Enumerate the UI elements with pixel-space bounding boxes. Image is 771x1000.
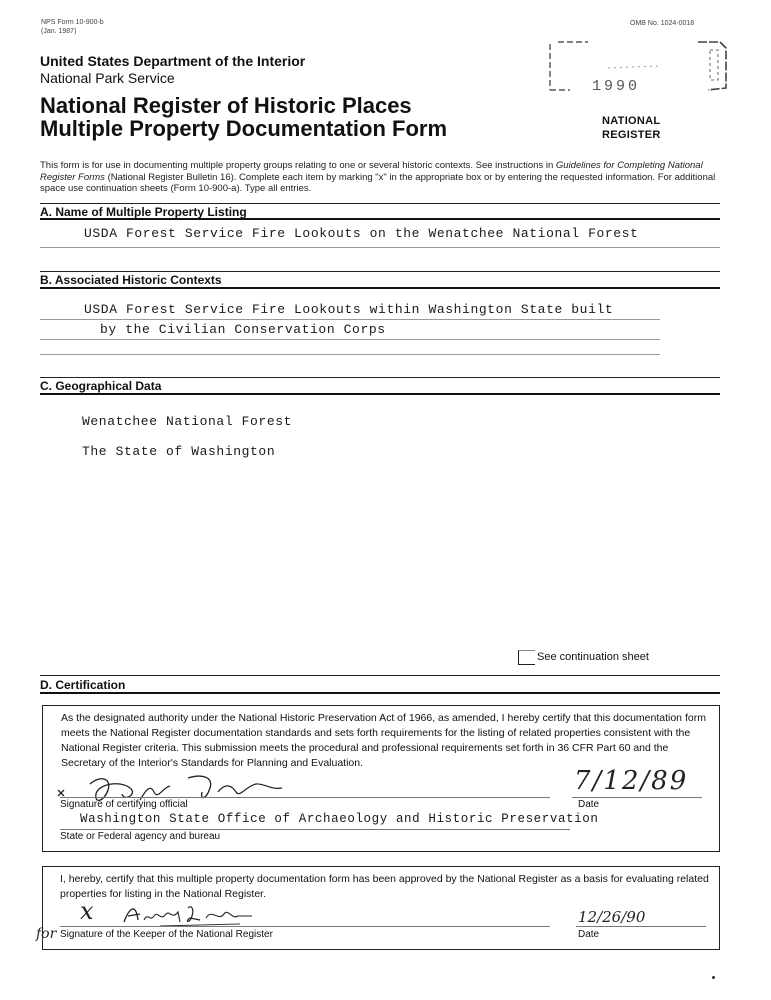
section-a-heading-rule [40,218,720,220]
section-d-heading-rule [40,692,720,694]
section-a-field-line [40,247,720,248]
form-date: (Jan. 1987) [41,28,77,35]
historic-context-line2: by the Civilian Conservation Corps [100,322,386,337]
agency-line [60,829,570,830]
section-c-top-rule [40,377,720,378]
historic-context-line1: USDA Forest Service Fire Lookouts within Washington State built [84,302,614,317]
section-b-field-line3 [40,354,660,355]
section-a-heading: A. Name of Multiple Property Listing [40,205,247,219]
form-title-line1: National Register of Historic Places [40,93,412,118]
geographic-area-line1: Wenatchee National Forest [82,414,293,429]
agency-label: State or Federal agency and bureau [60,831,221,842]
section-a-top-rule [40,203,720,204]
intro-instructions [40,160,720,195]
form-title-line2: Multiple Property Documentation Form [40,116,448,141]
keeper-date: 12/26/90 [578,908,646,926]
continuation-checkbox[interactable] [518,650,535,665]
received-stamp [548,40,730,98]
keeper-signature-label: Signature of the Keeper of the National Register [60,929,273,940]
section-b-field-line2 [40,339,660,340]
scan-speck [712,976,715,979]
section-b-heading-rule [40,287,720,289]
continuation-label: See continuation sheet [537,651,649,663]
section-b-field-line1 [40,319,660,320]
service-name: National Park Service [40,70,175,86]
keeper-signature-line [60,926,550,927]
keeper-date-label: Date [578,929,600,940]
certification-statement: As the designated authority under the National Historic Preservation Act of 1966, as amended, I hereby certify that this documentation form meets the National Register documentation standards and sets forth requirements for the listing of related properties consistent with the National Register criteria. This submission meets the procedural and professional requirements set forth in 36 CFR Part 60 and the Secretary of the Interior's Standards for Planning and Evaluation. [61,712,706,769]
geographic-area-line2: The State of Washington [82,444,276,459]
section-d-top-rule [40,675,720,676]
section-b-heading: B. Associated Historic Contexts [40,273,222,287]
section-c-heading: C. Geographical Data [40,379,162,393]
signature-line [60,797,550,798]
department-name: United States Department of the Interior [40,53,306,69]
signature-label: Signature of certifying official [60,799,188,810]
keeper-mark: x [80,897,94,925]
section-d-heading: D. Certification [40,678,126,692]
keeper-date-line [576,926,706,927]
omb-number: OMB No. 1024-0018 [630,20,695,27]
intro-guidelines-italic: Guidelines for Completing National Register Forms [40,160,703,183]
multiple-property-name: USDA Forest Service Fire Lookouts on the Wenatchee National Forest [84,226,639,241]
intro-text-1: This form is for use in documenting multiple property groups relating to one or several historic contexts. See instructions in [40,160,556,171]
section-b-top-rule [40,271,720,272]
stamp-national: NATIONAL [602,115,661,127]
date-label: Date [578,799,600,810]
certifying-agency: Washington State Office of Archaeology and Historic Preservation [80,812,599,826]
keeper-statement: I, hereby, certify that this multiple property documentation form has been approved by the National Register as a basis for evaluating related properties for listing in the National Register. [60,873,709,900]
section-c-heading-rule [40,393,720,395]
date-line [572,797,702,798]
keeper-for: for [36,926,57,942]
intro-text-2: (National Register Bulletin 16). Complete each item by marking "x" in the appropriate box or by entering the requested information. For additional space use continuation sheets (Form 10-900-a). Type all entries. [40,171,716,194]
form-number: NPS Form 10-900-b [41,19,104,26]
stamp-register: REGISTER [602,129,661,141]
certification-date: 7/12/89 [574,766,689,796]
received-date: 1990 [592,78,641,95]
